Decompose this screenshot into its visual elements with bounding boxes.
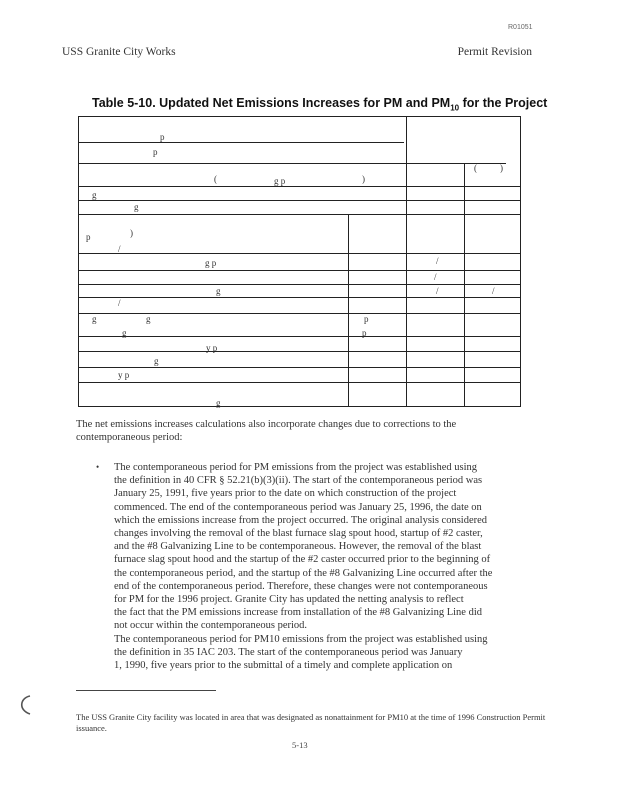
table-column-rule [406, 116, 407, 406]
table-cell-fragment: g [134, 202, 139, 212]
table-rule [78, 200, 521, 201]
bullet-line: The contemporaneous period for PM emissions from the project was established using [114, 462, 478, 473]
table-rule [78, 284, 521, 285]
table-cell-fragment: p [86, 232, 91, 242]
table-column-rule [348, 214, 349, 406]
table-cell-fragment: / [434, 272, 437, 282]
footnote: The USS Granite City facility was located in area that was designated as nonattainment for PM10 at the time of 1996 Construction Permit issuance. [76, 712, 546, 733]
table-cell-fragment: p [160, 132, 165, 142]
table-cell-fragment: ( [474, 163, 477, 173]
table-cell-fragment: y p [118, 370, 130, 380]
table-cell-fragment: / [492, 286, 495, 296]
table-rule [78, 186, 521, 187]
table-rule [78, 382, 521, 383]
table-cell-fragment: p [362, 328, 367, 338]
table-cell-fragment: g [154, 356, 159, 366]
table-cell-fragment: / [436, 286, 439, 296]
bullet-line: the contemporaneous period, and the startup of the #8 Galvanizing Line occurred after the [114, 567, 493, 579]
header-company: USS Granite City Works [62, 46, 176, 58]
table-cell-fragment: / [436, 256, 439, 266]
document-stamp: R01051 [508, 24, 533, 31]
bullet-line: changes involving the removal of the blast furnace slag spout hood, startup of #2 caster, [114, 528, 483, 540]
table-rule [78, 313, 521, 314]
table-cell-fragment: ) [130, 228, 133, 238]
table-rule [78, 253, 521, 254]
page-number: 5-13 [292, 740, 308, 750]
table-rule [78, 116, 521, 117]
table-cell-fragment: g [122, 328, 127, 338]
footnote-rule [76, 690, 216, 691]
table-cell-fragment: g p [274, 176, 286, 186]
table-rule [78, 270, 521, 271]
bullet-line: end of the contemporaneous period. Therefore, these changes were not contemporaneous [114, 580, 488, 592]
table-rule [78, 297, 521, 298]
bullet-line: The contemporaneous period for PM10 emissions from the project was established using [114, 633, 488, 645]
header-document-type: Permit Revision [457, 46, 532, 58]
table-cell-fragment: p [153, 147, 158, 157]
margin-bracket-mark [14, 694, 36, 716]
table-cell-fragment: g p [205, 258, 217, 268]
intro-paragraph: The net emissions increases calculations also incorporate changes due to corrections to the contemporaneous period: [76, 419, 457, 443]
bullet-line: furnace slag spout hood and the startup of the #2 caster occurred prior to the beginning of [114, 554, 491, 566]
table-column-rule [464, 163, 465, 406]
bullet-line: 1, 1990, five years prior to the submittal of a timely and complete application on [114, 660, 453, 672]
table-cell-fragment: g [92, 190, 97, 200]
table-cell-fragment: p [364, 314, 369, 324]
bullet-line: the definition in 40 CFR § 52.21(b)(3)(ii). The start of the contemporaneous period was [114, 475, 483, 487]
table-column-rule [78, 116, 79, 406]
table-cell-fragment: y p [206, 343, 218, 353]
bullet-line: the fact that the PM emissions increase from installation of the #8 Galvanizing Line did [114, 607, 482, 619]
bullet-line: January 25, 1991, five years prior to the date on which construction of the project [114, 488, 457, 500]
table-rule [78, 336, 521, 337]
bullet-line: not occur within the contemporaneous period. [114, 620, 308, 632]
table-cell-fragment: / [118, 298, 121, 308]
table-cell-fragment: g [92, 314, 97, 324]
table-rule [78, 214, 521, 215]
bullet-marker: • [96, 462, 100, 472]
table-cell-fragment: ) [362, 174, 365, 184]
table-rule [78, 406, 521, 407]
table-rule [78, 351, 521, 352]
table-cell-fragment: g [216, 286, 221, 296]
bullet-line: commenced. The end of the contemporaneous period was January 25, 1996, the date on [114, 501, 482, 513]
table-cell-fragment: / [118, 244, 121, 254]
table-cell-fragment: g [216, 398, 221, 408]
bullet-line: for PM for the 1996 project. Granite City has updated the netting analysis to reflect [114, 594, 464, 606]
bullet-line: and the #8 Galvanizing Line to be contemporaneous. However, the removal of the blast [114, 541, 482, 553]
table-cell-fragment: ( [214, 174, 217, 184]
table-column-rule [520, 116, 521, 406]
bullet-paragraph [114, 461, 532, 672]
table-rule [78, 163, 506, 164]
table-cell-fragment: ) [500, 163, 503, 173]
bullet-line: which the emissions increase from the project occurred. The original analysis considered [114, 514, 488, 526]
bullet-line: the definition in 35 IAC 203. The start of the contemporaneous period was January [114, 646, 463, 658]
table-cell-fragment: g [146, 314, 151, 324]
table-rule [78, 142, 404, 143]
table-caption: Table 5-10. Updated Net Emissions Increases for PM and $PM_{10}$ for the Project [92, 96, 548, 113]
table-rule [78, 367, 521, 368]
